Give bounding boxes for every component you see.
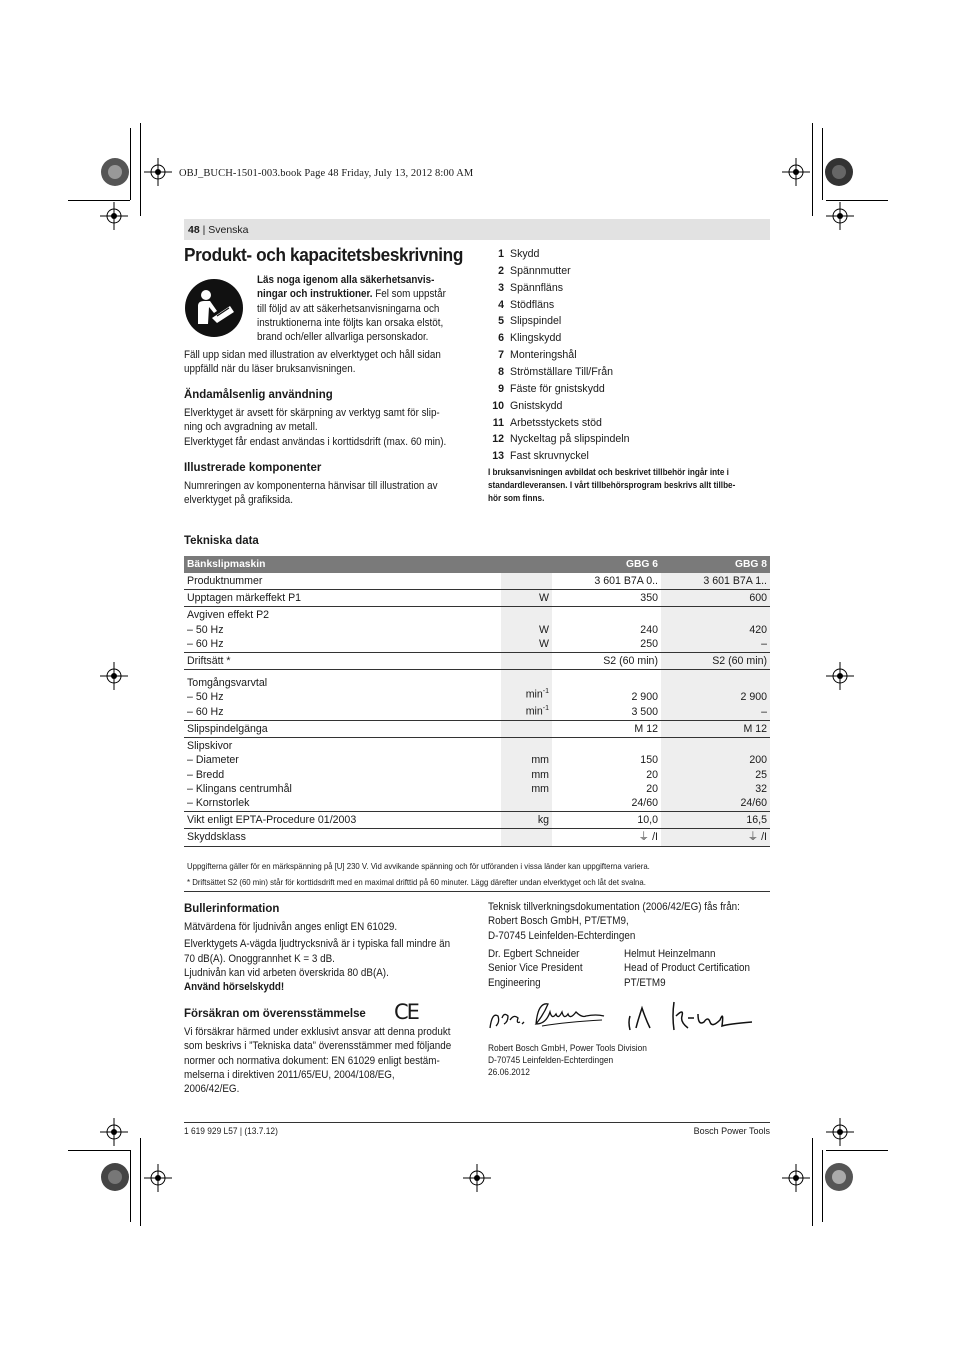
table-row xyxy=(184,590,770,607)
table-cell-v1 xyxy=(552,573,661,590)
cell-line: S2 (60 min) xyxy=(603,655,658,668)
table-cell-v2 xyxy=(661,738,770,812)
table-cell-v2 xyxy=(661,590,770,607)
tech-data-table xyxy=(184,556,770,847)
safety-text-2: till följd av att säkerhetsanvisningarna och xyxy=(257,302,440,315)
cell-line: Tomgångsvarvtal xyxy=(187,677,268,690)
cell-line: 16,5 xyxy=(746,814,767,827)
cell-line xyxy=(504,608,549,622)
table-cell-v2 xyxy=(661,607,770,653)
table-cell-unit xyxy=(501,653,552,670)
noise-line: Mätvärdena för ljudnivån anges enligt EN 61029. xyxy=(184,921,398,933)
table-cell-label xyxy=(184,653,501,670)
component-label: Fast skruvnyckel xyxy=(510,450,589,463)
crosshair-icon xyxy=(782,158,810,186)
component-number: 1 xyxy=(498,248,504,260)
table-header-label: Bänkslipmaskin xyxy=(184,556,552,573)
crosshair-icon xyxy=(826,202,854,230)
page-section: Svenska xyxy=(208,224,249,236)
table-row xyxy=(184,607,770,653)
signature-right-icon xyxy=(624,998,756,1034)
conformity-heading: Försäkran om överensstämmelse xyxy=(184,1006,366,1020)
cell-line: 24/60 xyxy=(631,796,658,809)
component-number: 9 xyxy=(498,382,504,395)
documentation-text xyxy=(488,900,767,943)
list-item xyxy=(484,299,554,316)
cell-line: Vikt enligt EPTA-Procedure 01/2003 xyxy=(187,814,357,827)
list-item xyxy=(484,332,561,349)
noise-heading: Bullerinformation xyxy=(184,901,280,915)
component-label: Spännmutter xyxy=(510,264,571,277)
noise-line: Elverktygets A-vägda ljudtrycksnivå är i typiska fall mindre än xyxy=(184,938,451,951)
table-cell-unit xyxy=(501,720,552,737)
table-cell-v1 xyxy=(552,653,661,670)
cell-line xyxy=(504,739,549,753)
documentation-line: Teknisk tillverkningsdokumentation (2006/42/EG) fås från: xyxy=(488,901,740,913)
documentation-line: Robert Bosch GmbH, PT/ETM9, xyxy=(488,915,629,928)
registration-mark-icon xyxy=(100,1162,130,1192)
cell-line: – 60 Hz xyxy=(187,705,224,718)
table-cell-label xyxy=(184,573,501,590)
accessory-note-line: standardleveransen. I vårt tillbehörsprogram beskrivs allt tillbe- xyxy=(488,480,736,490)
component-label: Fäste för gnistskydd xyxy=(510,382,605,395)
table-row xyxy=(184,573,770,590)
table-row xyxy=(184,829,770,846)
table-cell-v1 xyxy=(552,829,661,846)
cell-line: 3 601 B7A 0.. xyxy=(594,575,658,587)
table-cell-label xyxy=(184,720,501,737)
component-number: 5 xyxy=(498,315,504,328)
accessory-note-line: I bruksanvisningen avbildat och beskrivet tillbehör ingår inte i xyxy=(488,467,729,477)
cell-line: M 12 xyxy=(743,722,767,735)
signer-right xyxy=(624,947,773,990)
cell-line: mm xyxy=(531,768,550,781)
list-item xyxy=(484,366,613,383)
cell-line: 200 xyxy=(749,754,767,767)
illustrated-heading: Illustrerade komponenter xyxy=(184,460,322,474)
cell-line: M 12 xyxy=(634,722,658,735)
cell-line xyxy=(664,739,767,753)
table-row xyxy=(184,670,770,721)
issuer-line: D-70745 Leinfelden-Echterdingen xyxy=(488,1055,614,1065)
cell-line: S2 (60 min) xyxy=(712,655,767,668)
cell-line xyxy=(555,739,658,753)
footnote: Uppgifterna gäller för en märkspänning på [U] 230 V. Vid avvikande spänning och för utföranden i vissa länder kan uppgifterna variera. xyxy=(187,861,650,871)
crosshair-icon xyxy=(463,1164,491,1192)
cell-line: $\min^{-1}$ xyxy=(525,705,550,718)
table-header-gbg8: GBG 8 xyxy=(661,556,770,573)
component-number: 2 xyxy=(498,264,504,277)
component-number: 6 xyxy=(498,332,504,345)
cell-line: Upptagen märkeffekt P1 xyxy=(187,592,302,605)
conformity-text xyxy=(184,1025,468,1096)
cell-line: 20 xyxy=(646,768,658,781)
cell-line: 150 xyxy=(640,754,658,767)
component-label: Monteringshål xyxy=(510,349,577,362)
accessory-note xyxy=(488,466,767,505)
table-header-gbg6: GBG 6 xyxy=(552,556,661,573)
component-label: Nyckeltag på slipspindeln xyxy=(510,433,630,446)
table-row xyxy=(184,653,770,670)
cell-line: – 50 Hz xyxy=(187,691,224,704)
signer-line: Head of Product Certification xyxy=(624,962,750,975)
list-item xyxy=(484,282,563,299)
table-cell-unit xyxy=(501,829,552,846)
crosshair-icon xyxy=(100,202,128,230)
noise-line: 70 dB(A). Onoggrannhet K = 3 dB. xyxy=(184,952,335,965)
intended-use-text xyxy=(184,406,463,449)
illustrated-line: Numreringen av komponenterna hänvisar till illustration av xyxy=(184,480,438,492)
divider xyxy=(184,891,770,892)
table-row xyxy=(184,812,770,829)
table-header-row xyxy=(184,556,770,573)
component-number: 11 xyxy=(492,416,504,429)
safety-bold-1: Läs noga igenom alla säkerhetsanvis- xyxy=(257,274,435,286)
table-cell-v1 xyxy=(552,670,661,721)
cell-line: – Klingans centrumhål xyxy=(187,782,292,795)
component-label: Slipspindel xyxy=(510,315,562,328)
cell-line: Skyddsklass xyxy=(187,831,246,844)
component-label: Arbetsstyckets stöd xyxy=(510,416,602,429)
footnote: * Driftsättet S2 (60 min) står för korttidsdrift med en maximal drifttid på 60 minuter. Lägg därefter undan elverktyget och låt det svalna. xyxy=(187,877,646,887)
cell-line: 20 xyxy=(646,782,658,795)
cell-line: Slipspindelgänga xyxy=(187,722,268,735)
component-number: 10 xyxy=(492,399,504,412)
crosshair-icon xyxy=(100,662,128,690)
cell-line xyxy=(504,654,549,668)
registration-mark-icon xyxy=(824,157,854,187)
crosshair-icon xyxy=(782,1164,810,1192)
table-cell-label xyxy=(184,590,501,607)
cell-line: W xyxy=(539,623,550,636)
table-cell-unit xyxy=(501,590,552,607)
conformity-line: 2006/42/EG. xyxy=(184,1083,240,1096)
cell-line: Driftsätt * xyxy=(187,655,231,668)
page-number: 48 xyxy=(188,224,200,236)
conformity-line: melserna i direktiven 2011/65/EU, 2004/108/EG, xyxy=(184,1068,395,1081)
table-cell-label xyxy=(184,812,501,829)
conformity-line: Vi försäkrar härmed under exklusivt ansvar att denna produkt xyxy=(184,1026,451,1038)
table-cell-v1 xyxy=(552,607,661,653)
noise-text xyxy=(184,920,463,994)
cell-line: ⏚ /I xyxy=(747,831,767,844)
component-number: 8 xyxy=(498,365,504,378)
cell-line: – Diameter xyxy=(187,754,239,767)
intended-use-heading: Ändamålsenlig användning xyxy=(184,387,333,401)
cell-line: – xyxy=(761,637,767,650)
safety-text xyxy=(257,273,457,344)
safety-text-3: instruktionerna inte följts kan orsaka elstöt, xyxy=(257,316,444,329)
registration-mark-icon xyxy=(100,157,130,187)
crosshair-icon xyxy=(826,1118,854,1146)
table-cell-v2 xyxy=(661,573,770,590)
signer-line: PT/ETM9 xyxy=(624,976,666,989)
fold-text-line: Fäll upp sidan med illustration av elverktyget och håll sidan xyxy=(184,349,441,361)
component-label: Skydd xyxy=(510,248,540,260)
cell-line: 10,0 xyxy=(637,814,658,827)
table-cell-v2 xyxy=(661,653,770,670)
intended-use-line: Elverktyget är avsett för skärpning av verktyg samt för slip- xyxy=(184,407,440,419)
signer-line: Helmut Heinzelmann xyxy=(624,948,716,960)
component-number: 7 xyxy=(498,349,504,362)
cell-line: mm xyxy=(531,754,550,767)
table-cell-label xyxy=(184,829,501,846)
cell-line xyxy=(504,722,549,736)
crosshair-icon xyxy=(144,1164,172,1192)
cell-line: 250 xyxy=(640,637,658,650)
documentation-line: D-70745 Leinfelden-Echterdingen xyxy=(488,929,636,942)
signer-line: Dr. Egbert Schneider xyxy=(488,948,580,960)
footer-right: Bosch Power Tools xyxy=(693,1126,770,1136)
list-item xyxy=(484,450,589,467)
cell-line: – Bredd xyxy=(187,768,225,781)
table-cell-label xyxy=(184,738,501,812)
component-number: 12 xyxy=(492,433,504,446)
page-header: 48 | Svenska xyxy=(188,224,249,236)
table-cell-v1 xyxy=(552,738,661,812)
cell-line: 2 900 xyxy=(631,691,658,704)
safety-text-1: Fel som uppstår xyxy=(372,288,446,301)
component-label: Stödfläns xyxy=(510,298,555,311)
cell-line xyxy=(664,608,767,622)
table-footnotes xyxy=(187,858,764,890)
tech-data-heading: Tekniska data xyxy=(184,533,259,547)
table-cell-v1 xyxy=(552,590,661,607)
component-label: Spännfläns xyxy=(510,281,564,294)
issuer-line: 26.06.2012 xyxy=(488,1067,530,1077)
cell-line: – xyxy=(761,705,767,718)
table-cell-label xyxy=(184,670,501,721)
cell-line: W xyxy=(539,637,550,650)
cell-line: 3 500 xyxy=(631,705,658,718)
table-cell-unit xyxy=(501,812,552,829)
fold-text-line: uppfälld när du läser bruksanvisningen. xyxy=(184,363,356,376)
table-cell-unit xyxy=(501,607,552,653)
read-manual-icon xyxy=(184,278,244,338)
table-cell-v2 xyxy=(661,812,770,829)
table-cell-v1 xyxy=(552,812,661,829)
component-label: Klingskydd xyxy=(510,332,562,345)
list-item xyxy=(484,349,577,366)
cell-line: mm xyxy=(531,782,550,795)
component-number: 3 xyxy=(498,281,504,294)
cell-line xyxy=(504,671,549,685)
registration-mark-icon xyxy=(824,1162,854,1192)
cell-line: Produktnummer xyxy=(187,575,263,587)
cell-line: 24/60 xyxy=(740,796,767,809)
table-cell-v1 xyxy=(552,720,661,737)
cell-line: Slipskivor xyxy=(187,740,233,753)
list-item xyxy=(484,265,571,282)
page-title: Produkt- och kapacitetsbeskrivning xyxy=(184,244,463,265)
cell-line xyxy=(664,676,767,690)
cell-line: kg xyxy=(537,814,550,827)
cell-line: 240 xyxy=(640,623,658,636)
intended-use-line: ning och avgradning av metall. xyxy=(184,421,318,434)
conformity-line: normer och normativa dokument: EN 61029 enligt bestäm- xyxy=(184,1054,440,1067)
cell-line xyxy=(555,608,658,622)
issuer-line: Robert Bosch GmbH, Power Tools Division xyxy=(488,1043,647,1053)
component-number: 13 xyxy=(492,450,504,463)
file-header: OBJ_BUCH-1501-003.book Page 48 Friday, July 13, 2012 8:00 AM xyxy=(179,168,474,179)
crosshair-icon xyxy=(144,158,172,186)
noise-line: Ljudnivån kan vid arbeten överskrida 80 dB(A). xyxy=(184,966,389,979)
signer-line: Senior Vice President xyxy=(488,962,583,975)
cell-line xyxy=(504,574,549,588)
cell-line xyxy=(504,796,549,810)
table-row xyxy=(184,720,770,737)
conformity-line: som beskrivs i ”Tekniska data” överensstämmer med följande xyxy=(184,1040,452,1053)
ce-mark-icon: CE xyxy=(394,1000,418,1024)
illustrated-line: elverktyget på grafiksida. xyxy=(184,494,293,507)
noise-bold: Använd hörselskydd! xyxy=(184,981,285,994)
issuer-text xyxy=(488,1042,721,1078)
cell-line: Avgiven effekt P2 xyxy=(187,609,270,622)
list-item xyxy=(484,400,562,417)
cell-line: ⏚ /I xyxy=(638,831,658,844)
cell-line: 350 xyxy=(640,592,658,605)
component-number: 4 xyxy=(498,298,504,311)
table-cell-v2 xyxy=(661,829,770,846)
table-cell-v2 xyxy=(661,670,770,721)
cell-line: – 60 Hz xyxy=(187,637,224,650)
cell-line xyxy=(555,676,658,690)
table-cell-v2 xyxy=(661,720,770,737)
crosshair-icon xyxy=(100,1118,128,1146)
signature-left-icon xyxy=(486,998,610,1034)
component-label: Strömställare Till/Från xyxy=(510,365,614,378)
table-row xyxy=(184,738,770,812)
table-cell-unit xyxy=(501,670,552,721)
cell-line: – 50 Hz xyxy=(187,623,224,636)
cell-line: W xyxy=(539,592,550,605)
safety-bold-2: ningar och instruktioner. xyxy=(257,288,373,301)
list-item xyxy=(484,417,602,434)
cell-line: $\min^{-1}$ xyxy=(525,688,550,701)
crosshair-icon xyxy=(826,662,854,690)
signer-line: Engineering xyxy=(488,976,541,989)
list-item xyxy=(484,433,630,450)
cell-line: 3 601 B7A 1.. xyxy=(703,575,767,587)
page-header-bar xyxy=(184,219,770,240)
component-label: Gnistskydd xyxy=(510,399,563,412)
illustrated-text xyxy=(184,479,463,508)
cell-line: 420 xyxy=(749,623,767,636)
fold-text xyxy=(184,348,463,377)
cell-line: 600 xyxy=(749,592,767,605)
list-item xyxy=(484,383,605,400)
cell-line: 2 900 xyxy=(740,691,767,704)
footer-left: 1 619 929 L57 | (13.7.12) xyxy=(184,1126,278,1136)
cell-line: – Kornstorlek xyxy=(187,796,250,809)
list-item xyxy=(484,315,561,332)
table-cell-unit xyxy=(501,573,552,590)
table-cell-unit xyxy=(501,738,552,812)
footer-divider xyxy=(184,1122,770,1123)
cell-line xyxy=(504,830,549,844)
signer-left xyxy=(488,947,618,990)
cell-line: 32 xyxy=(755,782,767,795)
list-item xyxy=(484,248,539,265)
intended-use-line: Elverktyget får endast användas i korttidsdrift (max. 60 min). xyxy=(184,435,447,448)
safety-text-4: brand och/eller allvarliga personskador. xyxy=(257,331,429,344)
cell-line: 25 xyxy=(755,768,767,781)
accessory-note-line: hör som finns. xyxy=(488,493,545,503)
table-cell-label xyxy=(184,607,501,653)
